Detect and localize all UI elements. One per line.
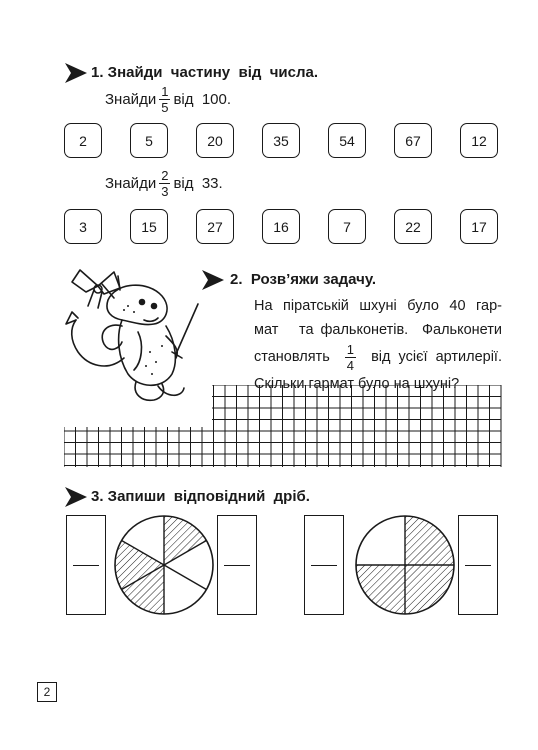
- task1-line-a: [105, 84, 231, 115]
- fraction-line: [311, 565, 337, 566]
- answer-option-box[interactable]: 22: [394, 209, 432, 244]
- fraction-answer-box[interactable]: [217, 515, 257, 615]
- fraction-numerator: 1: [346, 341, 355, 357]
- task2-title: 2. Розв’яжи задачу.: [230, 271, 377, 288]
- fraction-denominator: 5: [161, 100, 169, 115]
- answer-option-box[interactable]: 2: [64, 123, 102, 158]
- fraction: [345, 342, 356, 373]
- answer-option-box[interactable]: 16: [262, 209, 300, 244]
- fraction-answer-box[interactable]: [304, 515, 344, 615]
- fraction-numerator: 2: [161, 168, 169, 183]
- circle-sixths: [112, 513, 216, 617]
- arrow-icon: [65, 487, 87, 507]
- fraction-numerator: 1: [161, 84, 169, 99]
- task1-line-b: [105, 168, 223, 199]
- task1-line-a-post: від 100.: [173, 91, 232, 108]
- fraction-denominator: 4: [346, 357, 355, 373]
- circle-quarters: [353, 513, 457, 617]
- problem-line-pre: становлять: [254, 349, 330, 365]
- task1-line-b-pre: Знайди: [105, 175, 157, 192]
- problem-line: На піратській шхуні було 40 гар-: [254, 298, 502, 314]
- task3-title: 3. Запиши відповідний дріб.: [91, 488, 310, 505]
- fraction-denominator: 3: [161, 184, 169, 199]
- answer-option-box[interactable]: 35: [262, 123, 300, 158]
- problem-line-post: від усієї артилерії.: [371, 349, 502, 365]
- answer-option-box[interactable]: 5: [130, 123, 168, 158]
- fraction-line: [224, 565, 250, 566]
- answer-option-box[interactable]: 3: [64, 209, 102, 244]
- arrow-icon: [202, 270, 224, 290]
- answer-option-box[interactable]: 27: [196, 209, 234, 244]
- answer-option-box[interactable]: 17: [460, 209, 498, 244]
- answer-option-box[interactable]: 7: [328, 209, 366, 244]
- task1-title: 1. Знайди частину від числа.: [91, 64, 319, 81]
- fraction: [159, 168, 170, 199]
- fraction-line: [465, 565, 491, 566]
- answer-grid[interactable]: [64, 385, 504, 475]
- fraction-answer-box[interactable]: [458, 515, 498, 615]
- answer-option-box[interactable]: 20: [196, 123, 234, 158]
- answer-option-box[interactable]: 54: [328, 123, 366, 158]
- problem-line: Скільки гармат було на шхуні?: [254, 376, 460, 392]
- fraction-answer-box[interactable]: [66, 515, 106, 615]
- answer-option-box[interactable]: 15: [130, 209, 168, 244]
- answer-option-box[interactable]: 67: [394, 123, 432, 158]
- problem-line: мат та фальконетів. Фальконети: [254, 322, 502, 338]
- problem-line: [254, 342, 502, 372]
- fraction: [159, 84, 170, 115]
- answer-option-box[interactable]: 12: [460, 123, 498, 158]
- fraction-line: [73, 565, 99, 566]
- task1-line-b-post: від 33.: [173, 175, 223, 192]
- task1-line-a-pre: Знайди: [105, 91, 157, 108]
- task2-problem-text: [254, 294, 502, 396]
- arrow-icon: [65, 63, 87, 83]
- page-number: 2: [37, 682, 57, 702]
